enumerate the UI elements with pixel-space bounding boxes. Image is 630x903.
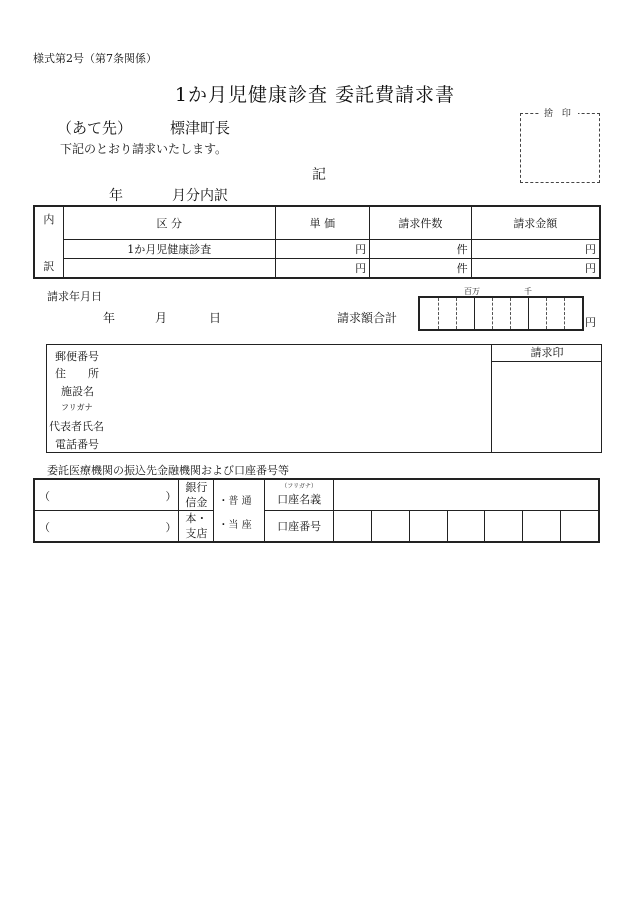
breakdown-table (33, 205, 601, 279)
addressee-label: （あて先） (57, 119, 133, 137)
account-name-field[interactable] (333, 479, 599, 511)
bank-table (33, 478, 600, 543)
account-digit[interactable] (409, 511, 447, 543)
account-digit[interactable] (523, 511, 561, 543)
header-category: 区 分 (63, 206, 275, 240)
side-label-cell (34, 206, 63, 278)
account-digit[interactable] (485, 511, 523, 543)
thousand-label: 千 (524, 287, 532, 296)
month-breakdown-label: 月分内訳 (172, 188, 228, 204)
request-day: 日 (209, 311, 222, 325)
row2-amount[interactable]: 円 (471, 259, 600, 279)
toza-label: ・当 座 (218, 520, 252, 531)
addressee-name: 標津町長 (170, 119, 231, 137)
account-name-label-cell (265, 479, 334, 511)
branch-name-cell[interactable] (34, 511, 179, 543)
total-label: 請求額合計 (337, 311, 398, 325)
account-digit[interactable] (561, 511, 599, 543)
header-amount: 請求金額 (471, 206, 600, 240)
applicant-box (46, 344, 602, 453)
seal-area (491, 345, 602, 452)
furigana-label: フリガナ (61, 403, 93, 412)
side-label-bottom: 訳 (43, 260, 55, 273)
paren-open: （ (39, 490, 50, 503)
seal-label: 請求印 (492, 345, 602, 362)
digit-divider (438, 298, 439, 329)
row2-price[interactable]: 円 (275, 259, 370, 279)
furigana-small: （フリガナ） (281, 483, 317, 490)
account-digit[interactable] (333, 511, 371, 543)
bank-kind: 銀行 信金 (179, 479, 214, 511)
digit-divider (546, 298, 547, 329)
digit-divider (492, 298, 493, 329)
account-digit[interactable] (447, 511, 485, 543)
paren-close: ） (165, 490, 177, 503)
phone-label: 電話番号 (55, 438, 99, 451)
postal-label: 郵便番号 (55, 350, 99, 363)
account-digit[interactable] (371, 511, 409, 543)
request-date-label: 請求年月日 (47, 290, 102, 303)
futsu-label: ・普 通 (218, 496, 252, 507)
account-type-cell[interactable] (214, 479, 265, 542)
account-name-label: 口座名義 (277, 493, 322, 506)
branch-kind: 本・ 支店 (179, 511, 214, 543)
header-count: 請求件数 (370, 206, 471, 240)
row2-count[interactable]: 件 (370, 259, 471, 279)
digit-divider (510, 298, 511, 329)
discard-seal-label: 捨 印 (540, 106, 578, 119)
total-amount-box[interactable] (418, 296, 584, 331)
account-number-label: 口座番号 (265, 511, 334, 543)
paren-close: ） (165, 521, 177, 534)
digit-divider (564, 298, 565, 329)
paren-open: （ (39, 521, 50, 534)
row1-amount[interactable]: 円 (471, 240, 600, 259)
bank-name-cell[interactable] (34, 479, 179, 511)
request-year: 年 (103, 311, 116, 325)
digit-divider (474, 298, 475, 329)
year-label: 年 (109, 188, 123, 204)
discard-seal-box (520, 113, 600, 183)
row2-item[interactable] (63, 259, 275, 279)
digit-divider (456, 298, 457, 329)
side-label-top: 内 (43, 213, 55, 226)
lead-text: 下記のとおり請求いたします。 (60, 142, 228, 156)
header-unit-price: 単 価 (275, 206, 370, 240)
facility-label: 施設名 (61, 385, 94, 398)
form-number: 様式第2号（第7条関係） (33, 52, 157, 65)
digit-divider (528, 298, 529, 329)
yen-unit: 円 (585, 316, 596, 329)
request-month: 月 (155, 311, 168, 325)
address-label: 住 所 (55, 367, 99, 380)
page-title: 1か月児健康診査 委託費請求書 (174, 84, 456, 106)
bank-section-title: 委託医療機関の振込先金融機関および口座番号等 (47, 464, 289, 477)
million-label: 百万 (464, 287, 480, 296)
ki-heading: 記 (312, 167, 326, 183)
representative-label: 代表者氏名 (49, 420, 104, 433)
row1-item: 1か月児健康診査 (63, 240, 275, 259)
row1-count[interactable]: 件 (370, 240, 471, 259)
row1-price[interactable]: 円 (275, 240, 370, 259)
